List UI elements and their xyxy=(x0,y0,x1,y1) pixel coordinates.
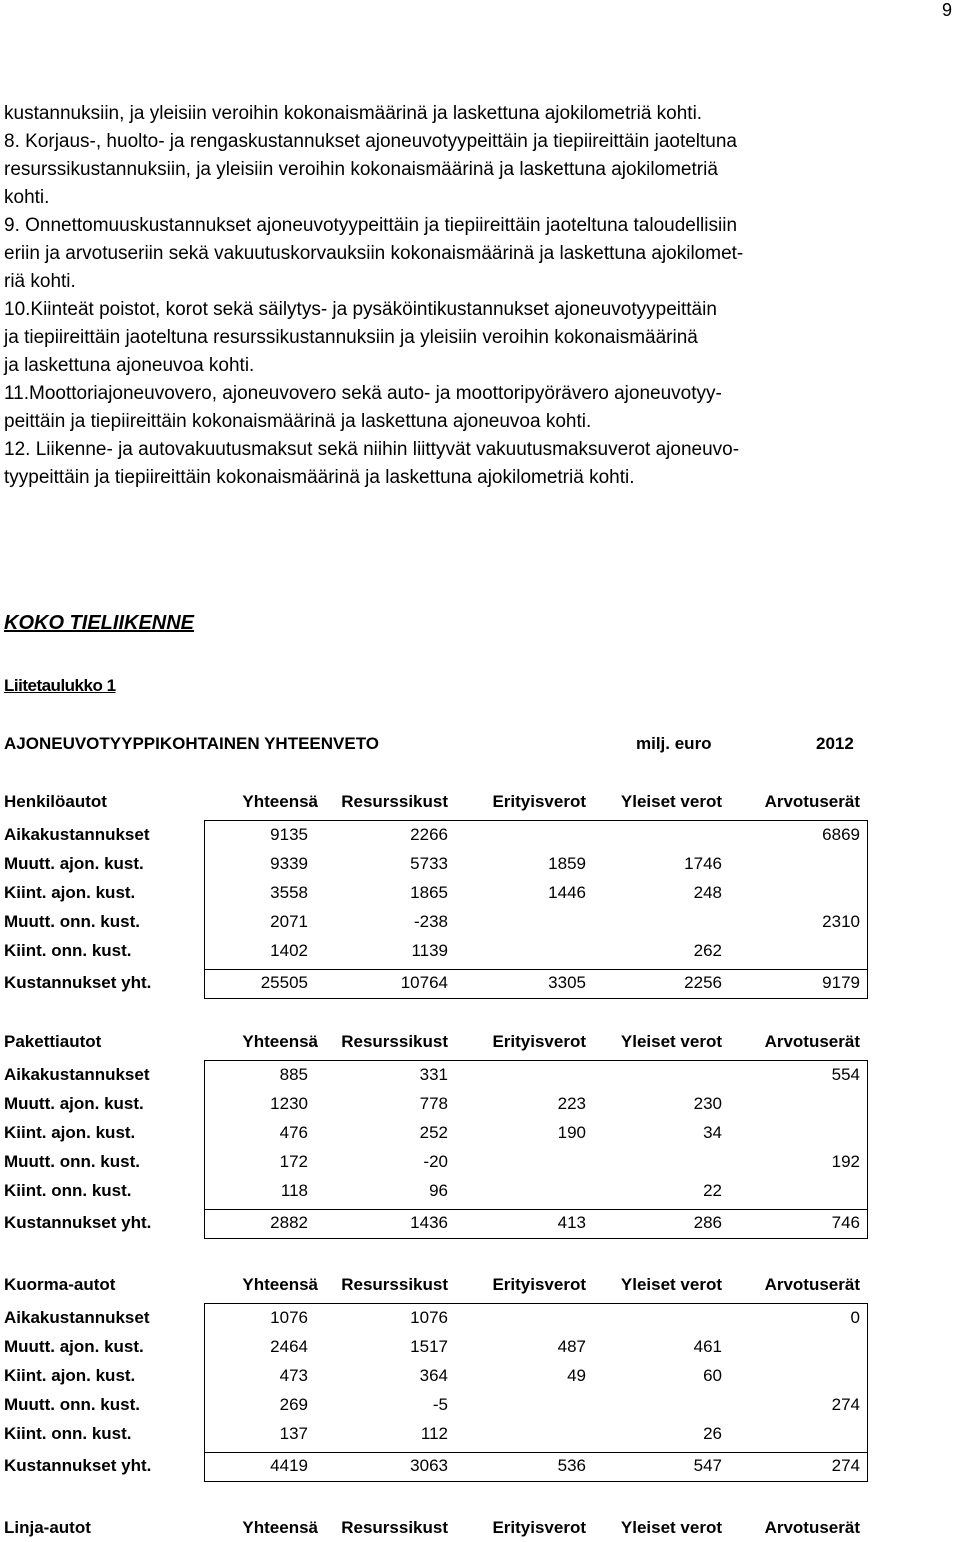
column-header: Erityisverot xyxy=(492,1275,586,1294)
paragraph-line: ja tiepiireittäin jaoteltuna resurssikustannuksiin ja yleisiin veroihin kokonaismäärinä xyxy=(4,327,698,348)
appendix-label: Liitetaulukko 1 xyxy=(4,676,116,695)
table-total-cell: 9179 xyxy=(822,973,860,992)
table-row-label: Aikakustannukset xyxy=(4,1065,150,1084)
table-total-cell: 274 xyxy=(831,1456,860,1475)
table-cell: 269 xyxy=(279,1395,308,1414)
table-total-cell: 1436 xyxy=(410,1213,448,1232)
table-cell: 22 xyxy=(703,1181,722,1200)
column-header: Arvotuserät xyxy=(764,1275,860,1294)
table-cell: 1402 xyxy=(270,941,308,960)
paragraph xyxy=(4,436,954,492)
table-row-label: Kiint. onn. kust. xyxy=(4,1181,132,1200)
table-cell: 26 xyxy=(703,1424,722,1443)
table-cell: 34 xyxy=(703,1123,722,1142)
paragraph xyxy=(4,296,954,380)
page-number: 9 xyxy=(941,0,952,20)
table-total-cell: 25505 xyxy=(260,973,308,992)
column-header: Resurssikust xyxy=(341,1518,448,1537)
table-cell: 118 xyxy=(280,1181,308,1200)
paragraph xyxy=(4,128,954,212)
table-cell: 1230 xyxy=(270,1094,308,1113)
table-title: Kuorma-autot xyxy=(4,1275,116,1294)
column-header: Yhteensä xyxy=(242,1518,318,1537)
paragraph-line: 11.Moottoriajoneuvovero, ajoneuvovero sekä auto- ja moottoripyörävero ajoneuvotyy- xyxy=(4,383,722,404)
table-cell: 137 xyxy=(279,1424,308,1443)
paragraph-line: riä kohti. xyxy=(4,271,76,292)
column-header: Resurssikust xyxy=(341,1275,448,1294)
table-total-cell: 10764 xyxy=(400,973,448,992)
table-cell: 172 xyxy=(279,1152,308,1171)
table-total-cell: 2882 xyxy=(270,1213,308,1232)
table-row-label: Aikakustannukset xyxy=(4,825,150,844)
column-header: Erityisverot xyxy=(492,1518,586,1537)
column-header: Erityisverot xyxy=(492,792,586,811)
table-cell: 96 xyxy=(429,1181,448,1200)
column-header: Yhteensä xyxy=(242,792,318,811)
table-title: Henkilöautot xyxy=(4,792,107,811)
table-cell: 1859 xyxy=(548,854,586,873)
table-total-cell: 3063 xyxy=(410,1456,448,1475)
total-separator xyxy=(204,1209,868,1210)
table-total-cell: 746 xyxy=(831,1213,860,1232)
table-total-cell: 4419 xyxy=(270,1456,308,1475)
table-total-label: Kustannukset yht. xyxy=(4,1213,152,1232)
table-frame xyxy=(204,1060,868,1239)
table-row-label: Aikakustannukset xyxy=(4,1308,150,1327)
column-header: Yhteensä xyxy=(242,1275,318,1294)
table-cell: 248 xyxy=(693,883,722,902)
paragraph-line: 10.Kiinteät poistot, korot sekä säilytys- ja pysäköintikustannukset ajoneuvotyypeittäin xyxy=(4,299,717,320)
paragraph xyxy=(4,380,954,436)
table-cell: -20 xyxy=(423,1152,448,1171)
paragraph-line: kohti. xyxy=(4,187,50,208)
table-row-label: Kiint. onn. kust. xyxy=(4,1424,132,1443)
table-cell: 274 xyxy=(831,1395,860,1414)
table-row-label: Muutt. onn. kust. xyxy=(4,912,140,931)
table-total-label: Kustannukset yht. xyxy=(4,1456,152,1475)
table-cell: 1446 xyxy=(548,883,586,902)
table-cell: 461 xyxy=(693,1337,722,1356)
table-total-cell: 2256 xyxy=(684,973,722,992)
column-header: Arvotuserät xyxy=(764,1032,860,1051)
table-cell: 190 xyxy=(557,1123,586,1142)
table-cell: 364 xyxy=(419,1366,448,1385)
table-cell: 223 xyxy=(557,1094,586,1113)
table-cell: 1076 xyxy=(410,1308,448,1327)
table-cell: 230 xyxy=(693,1094,722,1113)
paragraph-line: peittäin ja tiepiireittäin kokonaismäärinä ja laskettuna ajoneuvoa kohti. xyxy=(4,411,592,432)
table-title: Pakettiautot xyxy=(4,1032,102,1051)
table-cell: 554 xyxy=(831,1065,860,1084)
table-cell: 262 xyxy=(693,941,722,960)
column-header: Resurssikust xyxy=(341,1032,448,1051)
paragraph-line: resurssikustannuksiin, ja yleisiin veroihin kokonaismäärinä ja laskettuna ajokilometriä xyxy=(4,159,718,180)
paragraph xyxy=(4,100,954,128)
table-cell: 473 xyxy=(279,1366,308,1385)
column-header: Yhteensä xyxy=(242,1032,318,1051)
table-cell: 49 xyxy=(567,1366,586,1385)
table-cell: 487 xyxy=(557,1337,586,1356)
table-cell: 252 xyxy=(419,1123,448,1142)
table-cell: 476 xyxy=(279,1123,308,1142)
table-total-cell: 536 xyxy=(557,1456,586,1475)
table-total-cell: 3305 xyxy=(548,973,586,992)
table-total-label: Kustannukset yht. xyxy=(4,973,152,992)
table-cell: 778 xyxy=(419,1094,448,1113)
table-cell: 60 xyxy=(703,1366,722,1385)
unit-label: milj. euro xyxy=(636,734,712,753)
table-cell: 5733 xyxy=(410,854,448,873)
table-row-label: Kiint. onn. kust. xyxy=(4,941,132,960)
total-separator xyxy=(204,969,868,970)
column-header: Yleiset verot xyxy=(620,1518,722,1537)
table-frame xyxy=(204,1303,868,1482)
table-cell: 1746 xyxy=(684,854,722,873)
table-cell: 6869 xyxy=(822,825,860,844)
table-cell: 2310 xyxy=(822,912,860,931)
table-row-label: Kiint. ajon. kust. xyxy=(4,1366,136,1385)
column-header: Yleiset verot xyxy=(620,1275,722,1294)
column-header: Arvotuserät xyxy=(764,792,860,811)
table-cell: 1865 xyxy=(410,883,448,902)
table-cell: -238 xyxy=(413,912,448,931)
column-header: Resurssikust xyxy=(341,792,448,811)
table-row-label: Muutt. onn. kust. xyxy=(4,1152,140,1171)
table-row-label: Muutt. ajon. kust. xyxy=(4,854,144,873)
table-total-cell: 286 xyxy=(693,1213,722,1232)
table-cell: 2464 xyxy=(270,1337,308,1356)
table-row-label: Kiint. ajon. kust. xyxy=(4,1123,136,1142)
table-cell: 192 xyxy=(831,1152,860,1171)
table-cell: 3558 xyxy=(270,883,308,902)
summary-title: AJONEUVOTYYPPIKOHTAINEN YHTEENVETO xyxy=(4,734,380,753)
table-row-label: Kiint. ajon. kust. xyxy=(4,883,136,902)
table-cell: 885 xyxy=(279,1065,308,1084)
column-header: Yleiset verot xyxy=(620,1032,722,1051)
paragraph-line: eriin ja arvotuseriin sekä vakuutuskorvauksiin kokonaismäärinä ja laskettuna ajokilomet- xyxy=(4,243,744,264)
paragraph-line: 9. Onnettomuuskustannukset ajoneuvotyypeittäin ja tiepiireittäin jaoteltuna taloudellisiin xyxy=(4,215,738,236)
section-title: KOKO TIELIIKENNE xyxy=(4,612,195,634)
table-cell: 112 xyxy=(420,1424,448,1443)
paragraph xyxy=(4,212,954,296)
column-header: Yleiset verot xyxy=(620,792,722,811)
table-cell: -5 xyxy=(432,1395,448,1414)
table-cell: 1076 xyxy=(270,1308,308,1327)
table-frame xyxy=(204,820,868,999)
table-total-cell: 547 xyxy=(693,1456,722,1475)
table-cell: 2266 xyxy=(410,825,448,844)
year-label: 2012 xyxy=(816,734,854,753)
table-row-label: Muutt. ajon. kust. xyxy=(4,1094,144,1113)
column-header: Erityisverot xyxy=(492,1032,586,1051)
table-cell: 1517 xyxy=(410,1337,448,1356)
total-separator xyxy=(204,1452,868,1453)
table-cell: 2071 xyxy=(270,912,308,931)
paragraph-line: kustannuksiin, ja yleisiin veroihin kokonaismäärinä ja laskettuna ajokilometriä kohti. xyxy=(4,103,703,124)
table-total-cell: 413 xyxy=(557,1213,586,1232)
table-cell: 9339 xyxy=(270,854,308,873)
table-title: Linja-autot xyxy=(4,1518,91,1537)
table-cell: 0 xyxy=(850,1308,860,1327)
table-cell: 1139 xyxy=(411,941,448,960)
paragraph-line: ja laskettuna ajoneuvoa kohti. xyxy=(4,355,255,376)
table-row-label: Muutt. onn. kust. xyxy=(4,1395,140,1414)
table-row-label: Muutt. ajon. kust. xyxy=(4,1337,144,1356)
paragraph-line: 8. Korjaus-, huolto- ja rengaskustannukset ajoneuvotyypeittäin ja tiepiireittäin jaoteltuna xyxy=(4,131,738,152)
paragraph-line: tyypeittäin ja tiepiireittäin kokonaismäärinä ja laskettuna ajokilometriä kohti. xyxy=(4,467,635,488)
table-cell: 9135 xyxy=(270,825,308,844)
table-cell: 331 xyxy=(419,1065,448,1084)
paragraph-line: 12. Liikenne- ja autovakuutusmaksut sekä niihin liittyvät vakuutusmaksuverot ajoneuvo- xyxy=(4,439,740,460)
column-header: Arvotuserät xyxy=(764,1518,860,1537)
